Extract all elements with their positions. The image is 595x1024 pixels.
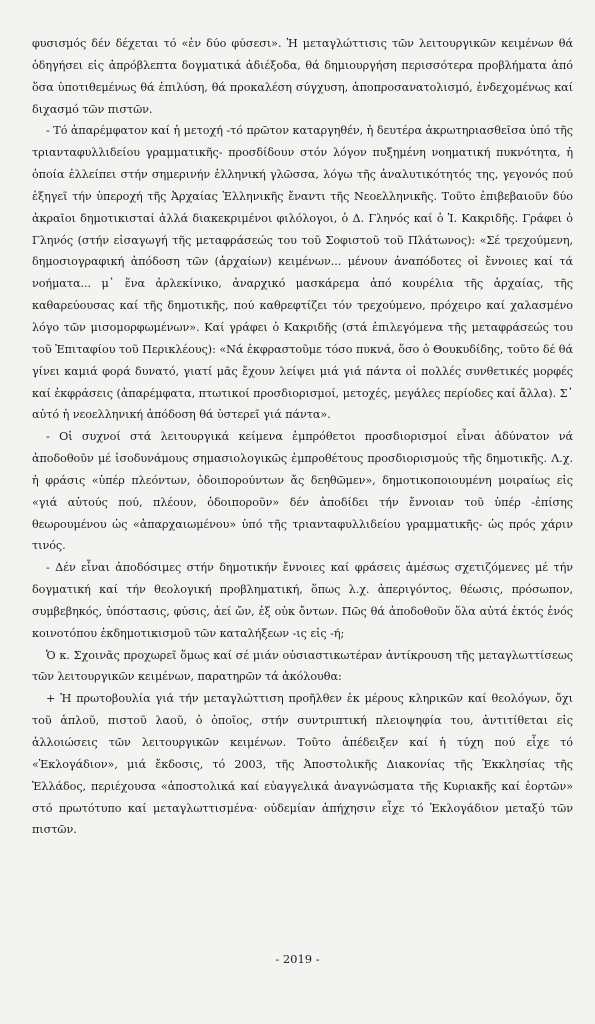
paragraph: - Δέν εἶναι ἀποδόσιμες στήν δημοτικήν ἔννοιες καί φράσεις ἀμέσως σχετιζόμενες μέ τήν δογματική καί τήν θεολογική προβληματική, ὅπως λ.χ. ἀπεριγόντος, θέωσις, πρόσωπον, συμβεβηκός, ὑπόστασις, φύσις, ἀεί ὤν, ἐξ οὐκ ὄντων. Πῶς θά ἀποδοθοῦν ὅλα αὐτά ἐκτός ἑνός κοινοτόπου ἐκδημοτικισμοῦ τῶν καταλήξεων -ις εἰς -ή; — [32, 561, 573, 640]
paragraph: - Οἱ συχνοί στά λειτουργικά κείμενα ἐμπρόθετοι προσδιορισμοί εἶναι ἀδύνατον νά ἀποδοθοῦν μέ ἰσοδυνάμους σημασιολογικῶς ἐμπροθέτους προσδιορισμούς τῆς δημοτικῆς. Λ.χ. ἡ φράσις «ὑπέρ πλεόντων, ὁδοιπορούντων ἄς δεηθῶμεν», δημοτικοποιουμένη μοιραίως εἰς «γιά αὐτούς πού, πλέουν, ὁδοιποροῦν» δέν ἀποδίδει τήν ἔννοιαν τοῦ ὑπέρ -ἐπίσης θεωρουμένου ὡς «ἀπαρχαιωμένου» ὑπό τῆς τριανταφυλλιδείου γραμματικῆς- ὡς πρός χάριν τινός. — [32, 430, 573, 553]
paragraph: - Τό ἀπαρέμφατον καί ἡ μετοχή -τό πρῶτον καταργηθέν, ἡ δευτέρα ἀκρωτηριασθεῖσα ὑπό τῆς τριανταφυλλιδείου γραμματικῆς- προσδίδουν στόν λόγον πυξημένη νοηματική πυκνότητα, ἡ ὁποία ἐλλείπει στήν σημερινήν ἑλληνική γλῶσσα, λόγω τῆς ἀναλυτικότητός της, γεγονός πού ἐξηγεῖ τήν ὑπεροχή τῆς Ἀρχαίας Ἑλληνικῆς ἔναντι τῆς Νεοελληνικῆς. Τοῦτο ἐπιβεβαιοῦν δύο ἀκραῖοι δημοτικισταί ἀλλά διακεκριμένοι φιλόλογοι, ὁ Δ. Γληνός καί ὁ Ἰ. Κακριδῆς. Γράφει ὁ Γληνός (στήν εἰσαγωγή τῆς μεταφράσεώς του τοῦ Σοφιστοῦ τοῦ Πλάτωνος): «Σέ τρεχούμενη, δημοσιογραφική ἀπόδοση τῶν (ἀρχαίων) κειμένων... μένουν ἀναπόδοτες οἱ ἔννοιες καί τά νοήματα... μ᾽ ἕνα ἀρλεκίνικο, ἀναρχικό μασκάρεμα ἀπό κουρέλια τῆς ἀρχαίας, τῆς καθαρεύουσας καί τῆς δημοτικῆς, πού καθρεφτίζει τόν τρεχούμενο, πρόχειρο καί χαλασμένο λόγο τῶν μισομορφωμένων». Καί γράφει ὁ Κακριδῆς (στά ἐπιλεγόμενα τῆς μεταφράσεώς του τοῦ Ἐπιταφίου τοῦ Περικλέους): «Νά ἐκφραστοῦμε τόσο πυκνά, ὅσο ὁ Θουκυδίδης, τοῦτο δέ θά γίνει καμιά φορά δυνατό, γιατί μᾶς ἔχουν λείψει μιά γιά πάντα οἱ πολλές συνθετικές μορφές καί ἐκφράσεις (ἀπαρέμφατα, πτωτικοί προσδιορισμοί, μετοχές, μεγάλες περίοδες καί ἄλλα). Σ᾽ αὐτό ἡ νεοελληνική ἀπόδοση θά ὑστερεῖ γιά πάντα». — [32, 124, 573, 422]
paragraph: φυσισμός δέν δέχεται τό «ἐν δύο φύσεσι». Ἡ μεταγλώττισις τῶν λειτουργικῶν κειμένων θά ὁδηγήσει εἰς ἀπρόβλεπτα δογματικά ἀδιέξοδα, θά δημιουργήση περισσότερα προβλήματα ἀπό ὅσα ὑποτιθεμένως θά ἐπιλύση, θά προκαλέση σύγχυση, ἀποπροσανατολισμό, ἐνδεχομένως καί διχασμό τῶν πιστῶν. — [32, 37, 573, 116]
page-body — [32, 33, 573, 841]
paragraph: + Ἡ πρωτοβουλία γιά τήν μεταγλώττιση προῆλθεν ἐκ μέρους κληρικῶν καί θεολόγων, ὄχι τοῦ ἁπλοῦ, πιστοῦ λαοῦ, ὁ ὁποῖος, στήν συντριπτική πλειοψηφία του, ἀντιτίθεται εἰς ἀλλοιώσεις τῶν λειτουργικῶν κειμένων. Τοῦτο ἀπέδειξεν καί ἡ τύχη πού εἶχε τό «Ἐκλογάδιον», μιά ἔκδοσις, τό 2003, τῆς Ἀποστολικῆς Διακονίας τῆς Ἐκκλησίας τῆς Ἑλλάδος, περιέχουσα «ἀποστολικά καί εὐαγγελικά ἀναγνώσματα τῆς Κυριακῆς καί ἑορτῶν» στό πρωτότυπο καί μεταγλωττισμένα· οὐδεμίαν ἀπήχησιν εἶχε τό Ἐκλογάδιον μεταξύ τῶν πιστῶν. — [32, 692, 573, 837]
paragraph: Ὁ κ. Σχοινᾶς προχωρεῖ ὅμως καί σέ μιάν οὐσιαστικωτέραν ἀντίκρουση τῆς μεταγλωττίσεως τῶν λειτουργικῶν κειμένων, παρατηρῶν τά ἀκόλουθα: — [32, 648, 573, 684]
page-number: - 2019 - — [275, 952, 320, 966]
